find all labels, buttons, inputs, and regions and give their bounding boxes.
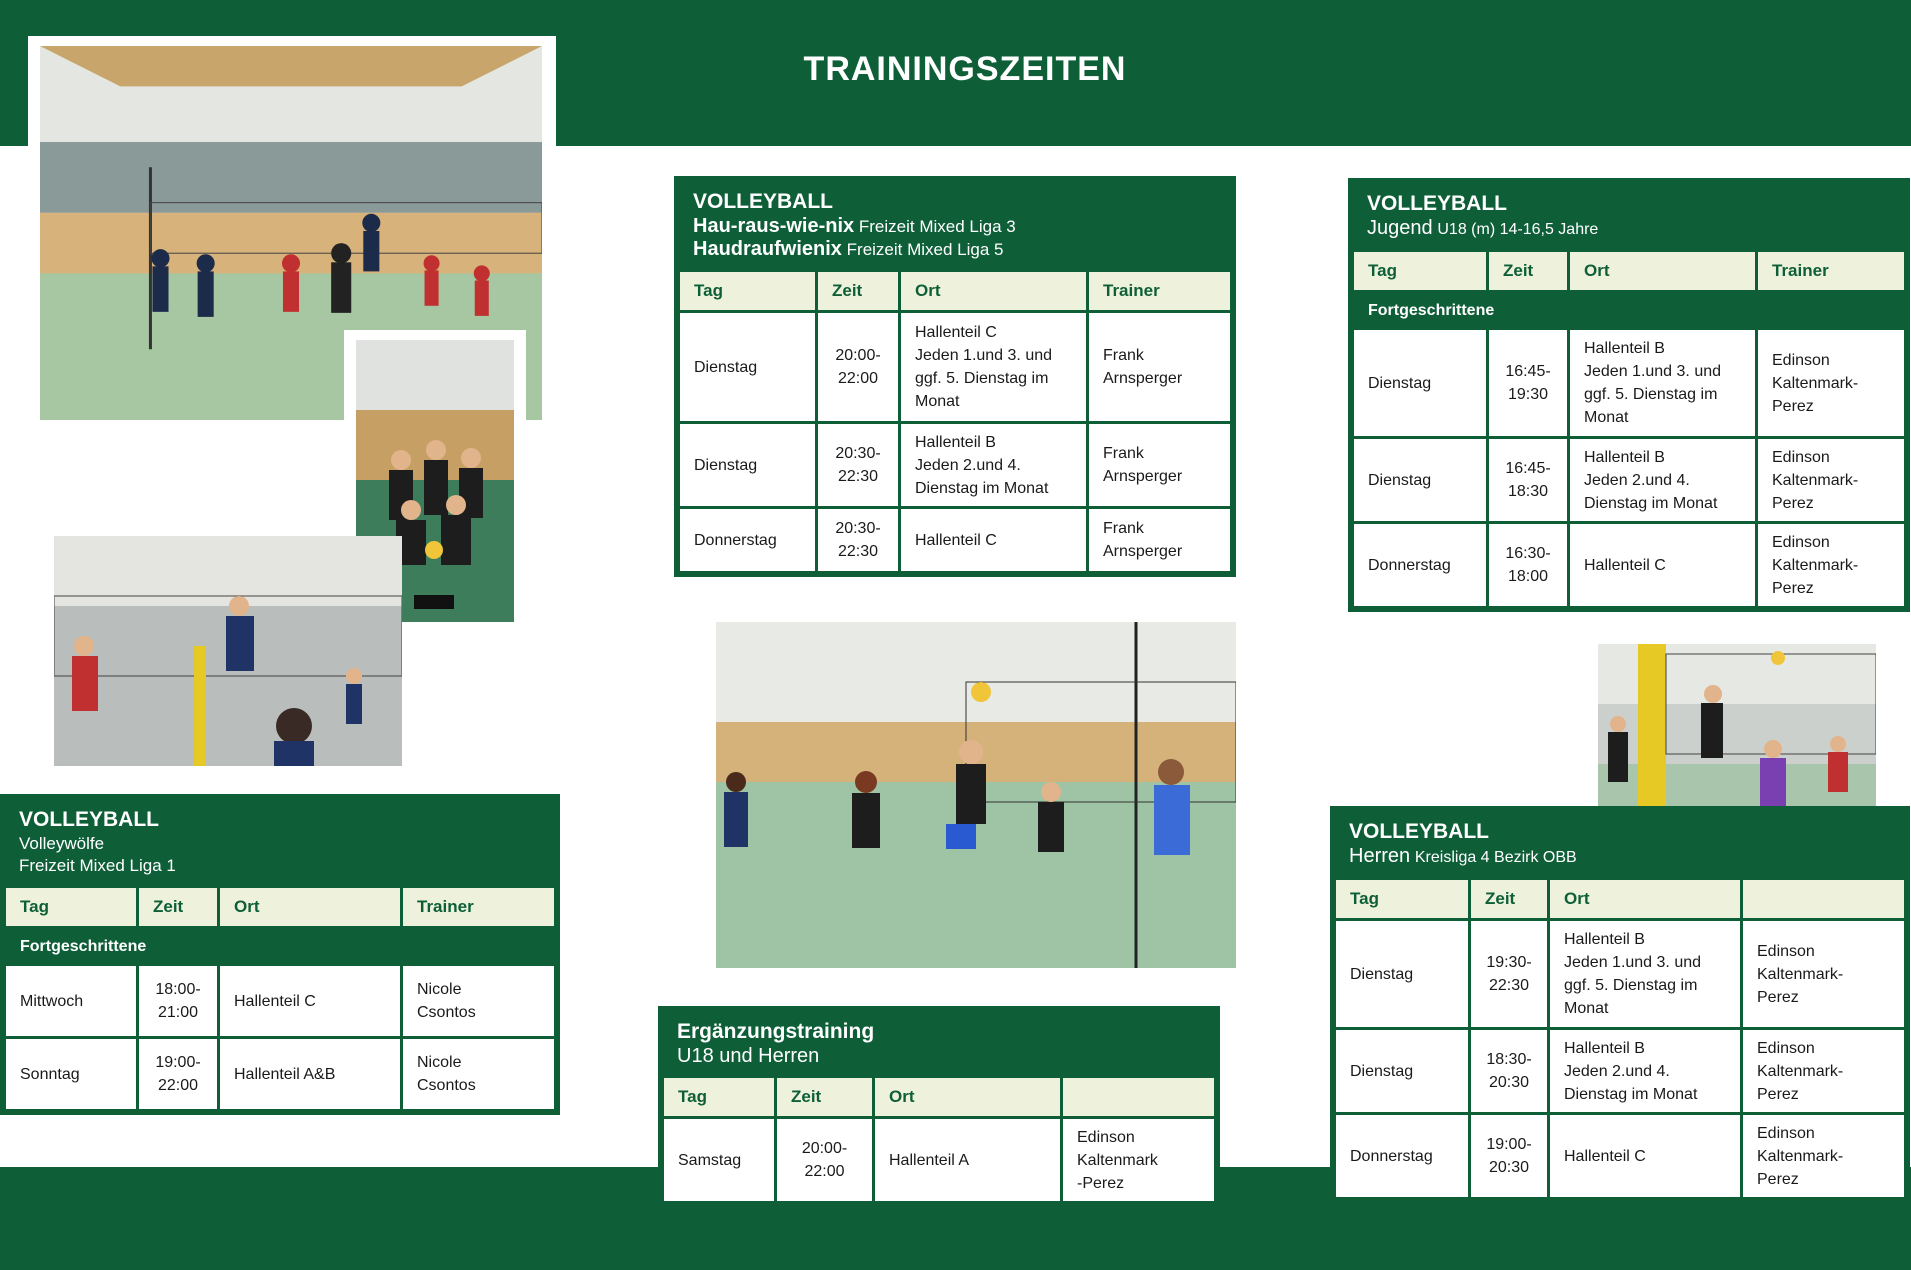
table-header-row (1354, 252, 1904, 290)
col-header-tag: Tag (664, 1078, 774, 1116)
card-jugend-sub (1367, 217, 1891, 241)
cell-place: Hallenteil C (220, 966, 400, 1036)
cell-place: Hallenteil C Jeden 1.und 3. und ggf. 5. Dienstag im Monat (901, 313, 1086, 421)
cell-trainer: Nicole Csontos (403, 966, 554, 1036)
table-row (1336, 1115, 1904, 1197)
col-header-trainer: Trainer (403, 888, 554, 926)
card-ergaenzung-heading: Ergänzungstraining (677, 1020, 875, 1043)
cell-time: 20:00- 22:00 (818, 313, 898, 421)
cell-day: Dienstag (680, 313, 815, 421)
team1-league: Freizeit Mixed Liga 3 (858, 217, 1016, 236)
cell-time: 18:00- 21:00 (139, 966, 217, 1036)
card-hau-raus-team1 (693, 215, 1217, 238)
table-header-row (1336, 880, 1904, 918)
col-header-ort: Ort (1570, 252, 1755, 290)
card-volleywoelfe (0, 794, 560, 1115)
card-hau-raus-heading: VOLLEYBALL (693, 190, 833, 213)
col-header-tag: Tag (1354, 252, 1486, 290)
cell-place: Hallenteil C (901, 509, 1086, 571)
col-header-empty (1063, 1078, 1214, 1116)
cell-trainer: Edinson Kaltenmark- Perez (1743, 1115, 1904, 1197)
page-title: TRAININGSZEITEN (803, 50, 1127, 88)
schedule-table-ergaenzung (661, 1075, 1217, 1204)
cell-time: 20:00- 22:00 (777, 1119, 872, 1201)
cell-day: Donnerstag (1354, 524, 1486, 606)
card-hau-raus-header (677, 179, 1233, 269)
cell-place: Hallenteil A&B (220, 1039, 400, 1109)
table-row (1354, 330, 1904, 436)
cell-trainer: Edinson Kaltenmark- Perez (1758, 330, 1904, 436)
col-header-zeit: Zeit (818, 272, 898, 310)
jugend-sub-detail: U18 (m) 14-16,5 Jahre (1437, 221, 1599, 238)
cell-day: Dienstag (1336, 921, 1468, 1027)
cell-time: 19:00- 22:00 (139, 1039, 217, 1109)
col-header-trainer: Trainer (1089, 272, 1230, 310)
col-header-zeit: Zeit (1489, 252, 1567, 290)
schedule-table-hau-raus (677, 269, 1233, 574)
cell-day: Sonntag (6, 1039, 136, 1109)
cell-day: Dienstag (1354, 439, 1486, 521)
col-header-ort: Ort (901, 272, 1086, 310)
cell-day: Dienstag (680, 424, 815, 506)
cell-time: 19:00- 20:30 (1471, 1115, 1547, 1197)
table-header-row (664, 1078, 1214, 1116)
card-hau-raus (674, 176, 1236, 577)
herren-sub-main: Herren (1349, 845, 1411, 867)
cell-time: 18:30- 20:30 (1471, 1030, 1547, 1112)
cell-time: 16:45- 19:30 (1489, 330, 1567, 436)
cell-place: Hallenteil B Jeden 2.und 4. Dienstag im Monat (1550, 1030, 1740, 1112)
card-jugend (1348, 178, 1910, 612)
table-row (6, 1039, 554, 1109)
col-header-trainer: Trainer (1758, 252, 1904, 290)
cell-place: Hallenteil A (875, 1119, 1060, 1201)
card-volleywoelfe-header (3, 797, 557, 885)
cell-trainer: Edinson Kaltenmark- Perez (1743, 921, 1904, 1027)
cell-trainer: Edinson Kaltenmark- Perez (1758, 439, 1904, 521)
photo-spike-left (54, 536, 402, 766)
table-header-row (6, 888, 554, 926)
cell-place: Hallenteil C (1550, 1115, 1740, 1197)
table-row (680, 509, 1230, 571)
schedule-table-herren (1333, 877, 1907, 1200)
cell-place: Hallenteil B Jeden 1.und 3. und ggf. 5. Dienstag im Monat (1570, 330, 1755, 436)
cell-trainer: Edinson Kaltenmark- Perez (1758, 524, 1904, 606)
schedule-table-volleywoelfe (3, 885, 557, 1112)
card-herren (1330, 806, 1910, 1203)
col-header-zeit: Zeit (777, 1078, 872, 1116)
cell-day: Samstag (664, 1119, 774, 1201)
cell-place: Hallenteil C (1570, 524, 1755, 606)
card-ergaenzung (658, 1006, 1220, 1207)
volleywoelfe-sub2: Freizeit Mixed Liga 1 (19, 856, 176, 875)
schedule-table-jugend (1351, 249, 1907, 609)
cell-day: Dienstag (1336, 1030, 1468, 1112)
section-label: Fortgeschrittene (1354, 293, 1904, 327)
team1-name: Hau-raus-wie-nix (693, 215, 855, 237)
herren-sub-detail: Kreisliga 4 Bezirk OBB (1414, 849, 1577, 866)
volleywoelfe-sub1: Volleywölfe (19, 834, 105, 853)
card-herren-header (1333, 809, 1907, 877)
cell-place: Hallenteil B Jeden 1.und 3. und ggf. 5. Dienstag im Monat (1550, 921, 1740, 1027)
table-row (1354, 439, 1904, 521)
col-header-tag: Tag (680, 272, 815, 310)
card-jugend-heading: VOLLEYBALL (1367, 192, 1507, 215)
cell-trainer: Frank Arnsperger (1089, 509, 1230, 571)
col-header-zeit: Zeit (139, 888, 217, 926)
cell-trainer: Frank Arnsperger (1089, 424, 1230, 506)
table-row (1336, 1030, 1904, 1112)
photo-center-action (716, 622, 1236, 968)
cell-day: Dienstag (1354, 330, 1486, 436)
cell-time: 20:30- 22:30 (818, 424, 898, 506)
card-volleywoelfe-heading: VOLLEYBALL (19, 808, 159, 831)
cell-place: Hallenteil B Jeden 2.und 4. Dienstag im Monat (901, 424, 1086, 506)
col-header-ort: Ort (220, 888, 400, 926)
col-header-ort: Ort (1550, 880, 1740, 918)
section-row (6, 929, 554, 963)
cell-time: 16:45- 18:30 (1489, 439, 1567, 521)
table-header-row (680, 272, 1230, 310)
cell-day: Donnerstag (1336, 1115, 1468, 1197)
cell-time: 19:30- 22:30 (1471, 921, 1547, 1027)
card-herren-heading: VOLLEYBALL (1349, 820, 1489, 843)
table-row (680, 424, 1230, 506)
cell-time: 20:30- 22:30 (818, 509, 898, 571)
jugend-sub-main: Jugend (1367, 217, 1433, 239)
card-herren-sub (1349, 845, 1891, 869)
card-jugend-header (1351, 181, 1907, 249)
card-ergaenzung-header (661, 1009, 1217, 1075)
section-label: Fortgeschrittene (6, 929, 554, 963)
col-header-empty (1743, 880, 1904, 918)
col-header-tag: Tag (6, 888, 136, 926)
cell-trainer: Frank Arnsperger (1089, 313, 1230, 421)
col-header-ort: Ort (875, 1078, 1060, 1116)
cell-trainer: Nicole Csontos (403, 1039, 554, 1109)
ergaenzung-sub: U18 und Herren (677, 1045, 820, 1067)
team2-league: Freizeit Mixed Liga 5 (846, 240, 1004, 259)
section-row (1354, 293, 1904, 327)
team2-name: Haudraufwienix (693, 238, 842, 260)
cell-day: Mittwoch (6, 966, 136, 1036)
table-row (1354, 524, 1904, 606)
cell-day: Donnerstag (680, 509, 815, 571)
table-row (1336, 921, 1904, 1027)
cell-trainer: Edinson Kaltenmark -Perez (1063, 1119, 1214, 1201)
table-row (6, 966, 554, 1036)
cell-time: 16:30- 18:00 (1489, 524, 1567, 606)
card-hau-raus-team2 (693, 238, 1217, 261)
table-row (680, 313, 1230, 421)
col-header-tag: Tag (1336, 880, 1468, 918)
cell-trainer: Edinson Kaltenmark- Perez (1743, 1030, 1904, 1112)
cell-place: Hallenteil B Jeden 2.und 4. Dienstag im Monat (1570, 439, 1755, 521)
table-row (664, 1119, 1214, 1201)
col-header-zeit: Zeit (1471, 880, 1547, 918)
